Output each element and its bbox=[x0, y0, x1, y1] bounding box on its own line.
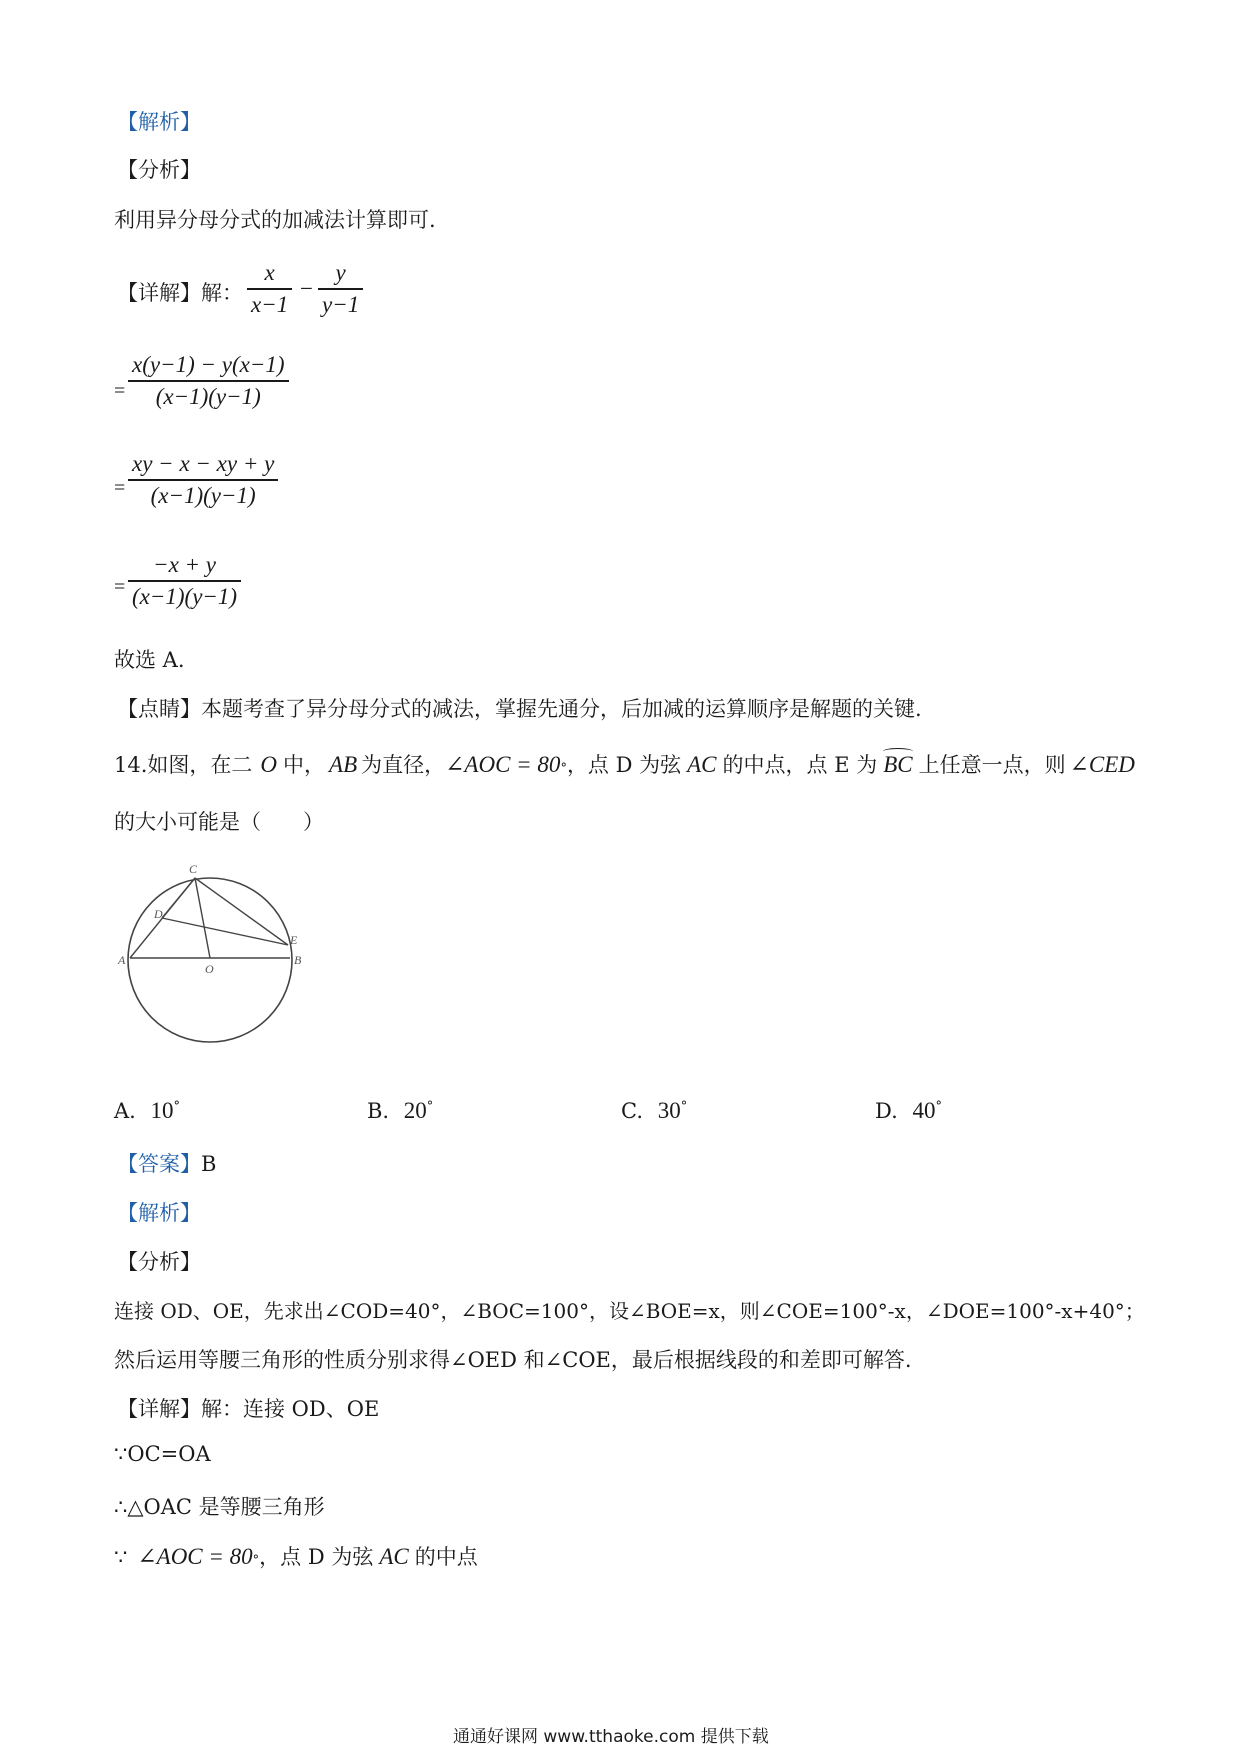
q14-text-a: 14.如图，在⼆ bbox=[114, 753, 253, 777]
degree-sign: ° bbox=[426, 1099, 434, 1114]
because-symbol: ∵ bbox=[114, 1545, 128, 1569]
q14-text-b: 中， bbox=[283, 753, 326, 777]
label-a: A bbox=[118, 953, 126, 967]
q14-circle-o: O bbox=[260, 752, 278, 777]
fraction-numerator: xy − x − xy + y bbox=[132, 451, 275, 476]
option-letter: B. bbox=[367, 1099, 390, 1123]
conclusion-text: 故选 A. bbox=[114, 648, 185, 672]
option-letter: C. bbox=[621, 1099, 643, 1123]
fraction-denominator: x−1 bbox=[251, 291, 289, 317]
degree-sign: ° bbox=[560, 761, 567, 776]
arc-mark bbox=[883, 748, 912, 755]
jiexi-label-2: 【解析】 bbox=[117, 1201, 201, 1225]
analysis-line-2: 然后运用等腰三角形的性质分别求得∠OED 和∠COE，最后根据线段的和差即可解答. bbox=[114, 1348, 912, 1372]
option-letter: A. bbox=[114, 1099, 136, 1123]
fraction-denominator: y−1 bbox=[322, 291, 360, 317]
step-c bbox=[114, 1541, 478, 1571]
q14-bc: BC bbox=[883, 752, 913, 777]
analysis-line-1: 连接 OD、OE，先求出∠COD=40°，∠BOC=100°，设∠BOE=x，则∠COE=100°-x，∠DOE=100°-x+40°； bbox=[114, 1299, 1145, 1323]
answer-line bbox=[117, 1148, 216, 1178]
detail-line: 【详解】解：连接 OD、OE bbox=[117, 1397, 380, 1421]
fraction-step3 bbox=[128, 550, 241, 612]
option-value: 40 bbox=[912, 1098, 936, 1123]
fraction-denominator: (x−1)(y−1) bbox=[150, 482, 256, 508]
step-c-ac: AC bbox=[379, 1544, 409, 1569]
fraction-y-over-y-minus-1 bbox=[318, 258, 363, 320]
option-value: 20 bbox=[403, 1098, 427, 1123]
fenxi-label-2: 【分析】 bbox=[117, 1250, 201, 1274]
minus-sign: − bbox=[300, 276, 313, 301]
option-d[interactable] bbox=[875, 1098, 942, 1124]
option-a[interactable] bbox=[114, 1098, 180, 1124]
circle-diagram bbox=[110, 860, 310, 1060]
fenxi-label: 【分析】 bbox=[117, 158, 201, 182]
fraction-x-over-x-minus-1 bbox=[247, 258, 292, 320]
fraction-denominator: (x−1)(y−1) bbox=[155, 383, 261, 409]
question-14-line2: 的大小可能是（ ） bbox=[114, 810, 324, 834]
q14-angle-aoc: ∠AOC = 80 bbox=[445, 752, 561, 777]
jiexi-label: 【解析】 bbox=[117, 110, 201, 134]
label-o: O bbox=[205, 962, 214, 976]
degree-sign: ° bbox=[173, 1099, 181, 1114]
degree-sign: ° bbox=[252, 1553, 260, 1568]
q14-text-f: 上任意一点，则 bbox=[918, 753, 1066, 777]
option-value: 10 bbox=[150, 1098, 174, 1123]
q14-text-e: 的中点，点 E 为 bbox=[722, 753, 878, 777]
q14-angle-ced: ∠CED bbox=[1069, 752, 1135, 777]
footer-text: 通通好课网 www.tthaoke.com 提供下载 bbox=[453, 1727, 769, 1747]
circle-o bbox=[128, 878, 292, 1042]
option-letter: D. bbox=[875, 1099, 898, 1123]
q14-text-d: ，点 D 为弦 bbox=[566, 753, 682, 777]
option-value: 30 bbox=[657, 1098, 681, 1123]
analysis-text: 利用异分母分式的加减法计算即可. bbox=[114, 208, 436, 232]
fraction-denominator: (x−1)(y−1) bbox=[132, 583, 238, 609]
option-b[interactable] bbox=[367, 1098, 433, 1124]
segment-oc bbox=[195, 878, 210, 958]
label-d: D bbox=[154, 907, 163, 921]
detail-label: 【详解】解： bbox=[117, 281, 243, 305]
step-b: ∴△OAC 是等腰三角形 bbox=[114, 1495, 325, 1519]
fraction-step2 bbox=[128, 449, 278, 511]
step-c-text-end: 的中点 bbox=[414, 1545, 478, 1569]
answer-value: B bbox=[201, 1152, 217, 1176]
degree-sign: ° bbox=[680, 1099, 688, 1114]
step-c-angle: ∠AOC = 80 bbox=[137, 1544, 253, 1569]
step-c-text: ，点 D 为弦 bbox=[259, 1545, 374, 1569]
equals-sign: = bbox=[114, 380, 126, 402]
option-c[interactable] bbox=[621, 1098, 687, 1124]
equals-sign: = bbox=[114, 477, 126, 499]
label-e: E bbox=[290, 933, 298, 947]
question-14-line1 bbox=[114, 749, 1135, 779]
fraction-numerator: x(y−1) − y(x−1) bbox=[132, 352, 285, 377]
fraction-numerator: x bbox=[264, 260, 275, 285]
fraction-numerator: −x + y bbox=[153, 552, 217, 577]
fraction-numerator: y bbox=[335, 260, 346, 285]
answer-label: 【答案】 bbox=[117, 1152, 201, 1176]
step-a: ∵OC=OA bbox=[114, 1442, 211, 1466]
label-c: C bbox=[189, 862, 198, 876]
degree-sign: ° bbox=[935, 1099, 942, 1114]
q14-ab: AB bbox=[329, 752, 358, 777]
label-b: B bbox=[294, 953, 302, 967]
dianjing-text: 【点睛】本题考查了异分母分式的减法，掌握先通分，后加减的运算顺序是解题的关键. bbox=[117, 697, 922, 721]
q14-ac: AC bbox=[687, 752, 717, 777]
q14-text-c: 为直径， bbox=[361, 753, 446, 777]
q14-arc-bc bbox=[883, 752, 912, 778]
equals-sign: = bbox=[114, 576, 126, 598]
fraction-step1 bbox=[128, 350, 289, 412]
